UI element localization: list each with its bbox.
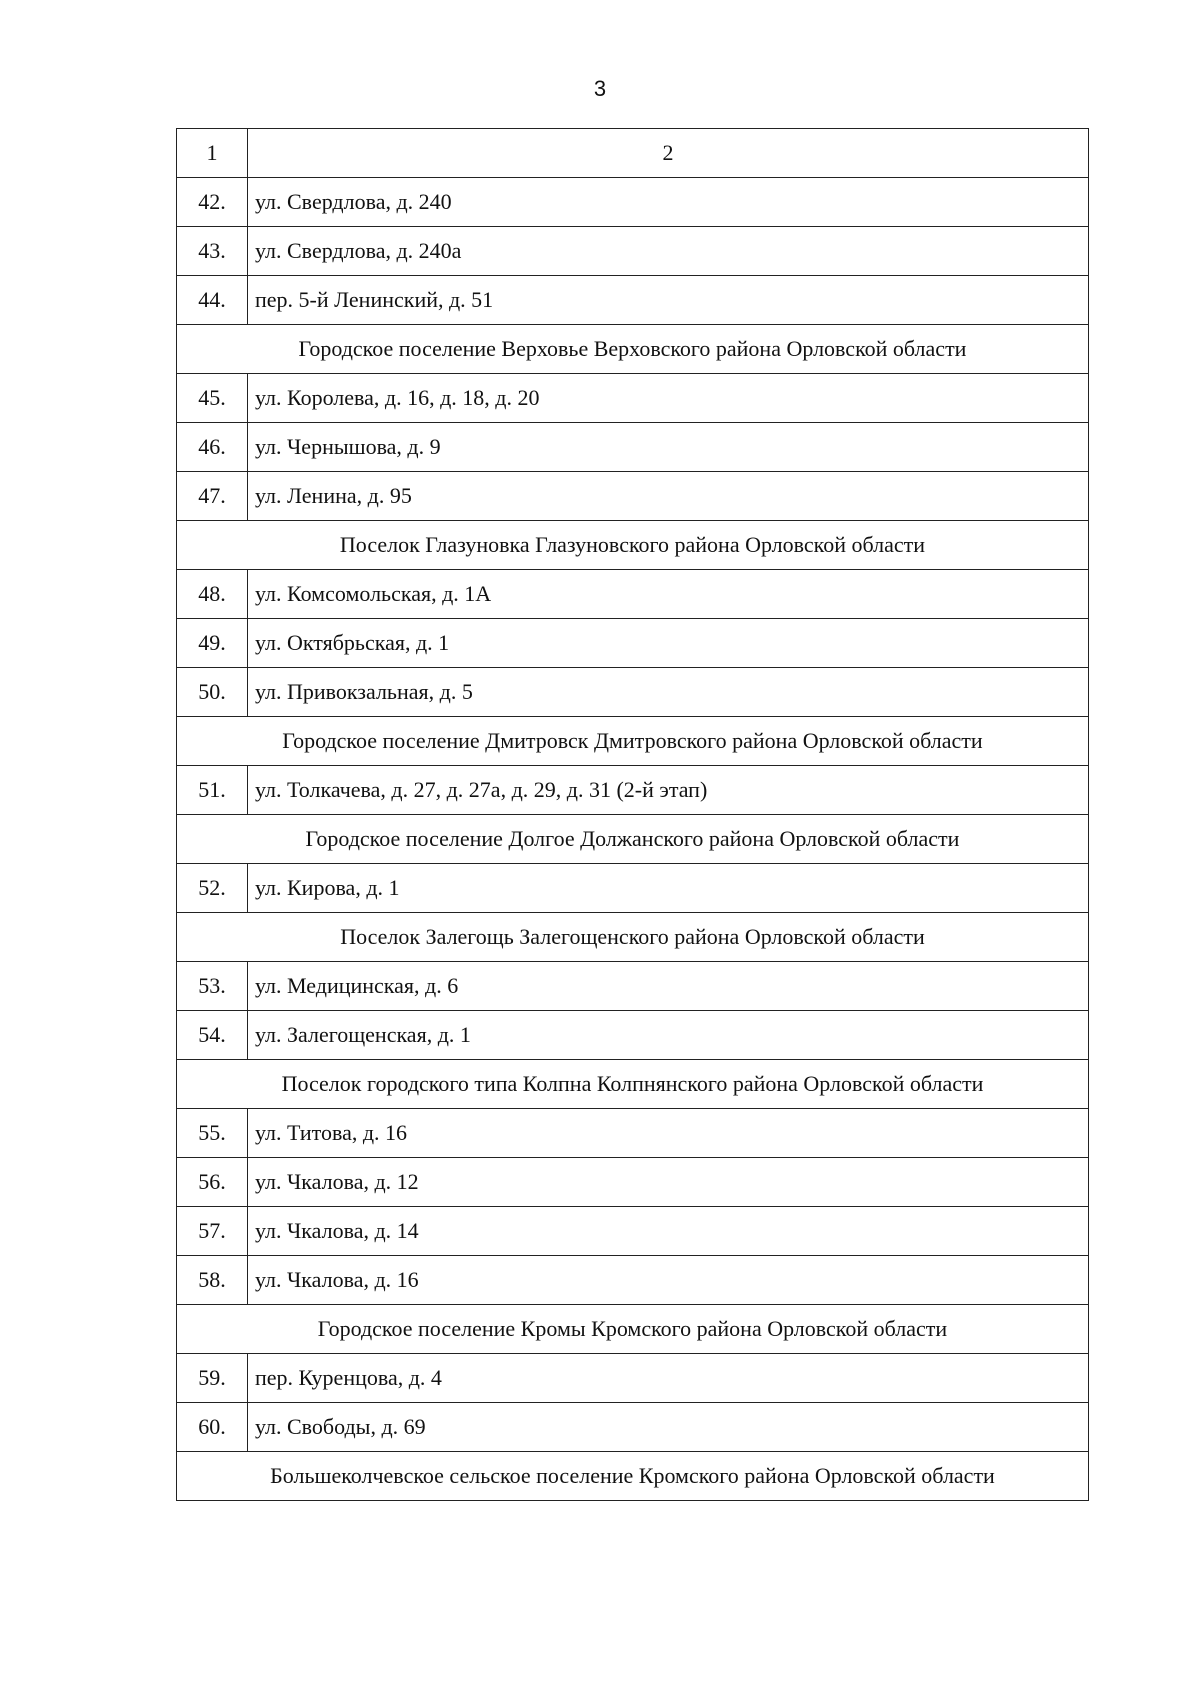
section-title: Поселок Глазуновка Глазуновского района Орловской области <box>177 521 1089 570</box>
section-header-row <box>177 521 1089 570</box>
row-number: 53. <box>177 962 248 1011</box>
row-number: 56. <box>177 1158 248 1207</box>
row-address: ул. Чернышова, д. 9 <box>248 423 1089 472</box>
row-address: ул. Чкалова, д. 16 <box>248 1256 1089 1305</box>
row-number: 48. <box>177 570 248 619</box>
section-title: Поселок Залегощь Залегощенского района Орловской области <box>177 913 1089 962</box>
table-header-row <box>177 129 1089 178</box>
row-address: ул. Октябрьская, д. 1 <box>248 619 1089 668</box>
table-row <box>177 619 1089 668</box>
table-row <box>177 374 1089 423</box>
column-number-header: 1 <box>177 129 248 178</box>
section-header-row <box>177 1305 1089 1354</box>
table-row <box>177 864 1089 913</box>
row-address: ул. Свердлова, д. 240а <box>248 227 1089 276</box>
page-number: 3 <box>593 76 607 101</box>
row-number: 47. <box>177 472 248 521</box>
column-address-header: 2 <box>248 129 1089 178</box>
table-row <box>177 1354 1089 1403</box>
row-number: 52. <box>177 864 248 913</box>
row-address: ул. Титова, д. 16 <box>248 1109 1089 1158</box>
row-number: 50. <box>177 668 248 717</box>
row-number: 57. <box>177 1207 248 1256</box>
row-number: 55. <box>177 1109 248 1158</box>
row-address: ул. Чкалова, д. 12 <box>248 1158 1089 1207</box>
section-header-row <box>177 325 1089 374</box>
section-title: Городское поселение Дмитровск Дмитровского района Орловской области <box>177 717 1089 766</box>
table-row <box>177 1207 1089 1256</box>
row-address: ул. Медицинская, д. 6 <box>248 962 1089 1011</box>
row-address: ул. Залегощенская, д. 1 <box>248 1011 1089 1060</box>
row-address: ул. Толкачева, д. 27, д. 27а, д. 29, д. 31 (2-й этап) <box>248 766 1089 815</box>
row-number: 45. <box>177 374 248 423</box>
table-row <box>177 423 1089 472</box>
table-row <box>177 1403 1089 1452</box>
row-address: ул. Кирова, д. 1 <box>248 864 1089 913</box>
row-number: 60. <box>177 1403 248 1452</box>
table-row <box>177 962 1089 1011</box>
section-header-row <box>177 717 1089 766</box>
table-row <box>177 178 1089 227</box>
table-row <box>177 1011 1089 1060</box>
table-row <box>177 472 1089 521</box>
row-number: 43. <box>177 227 248 276</box>
section-header-row <box>177 1060 1089 1109</box>
row-number: 51. <box>177 766 248 815</box>
row-number: 54. <box>177 1011 248 1060</box>
table-row <box>177 227 1089 276</box>
row-address: ул. Ленина, д. 95 <box>248 472 1089 521</box>
row-number: 46. <box>177 423 248 472</box>
table-row <box>177 668 1089 717</box>
row-address: ул. Свердлова, д. 240 <box>248 178 1089 227</box>
section-header-row <box>177 1452 1089 1501</box>
row-address: ул. Чкалова, д. 14 <box>248 1207 1089 1256</box>
section-title: Большеколчевское сельское поселение Кромского района Орловской области <box>177 1452 1089 1501</box>
table-row <box>177 766 1089 815</box>
section-header-row <box>177 913 1089 962</box>
row-address: ул. Комсомольская, д. 1А <box>248 570 1089 619</box>
table-row <box>177 1256 1089 1305</box>
row-address: ул. Королева, д. 16, д. 18, д. 20 <box>248 374 1089 423</box>
table-row <box>177 276 1089 325</box>
row-address: ул. Привокзальная, д. 5 <box>248 668 1089 717</box>
row-number: 49. <box>177 619 248 668</box>
section-title: Поселок городского типа Колпна Колпнянского района Орловской области <box>177 1060 1089 1109</box>
row-number: 58. <box>177 1256 248 1305</box>
table-row <box>177 1109 1089 1158</box>
row-address: пер. Куренцова, д. 4 <box>248 1354 1089 1403</box>
row-address: пер. 5-й Ленинский, д. 51 <box>248 276 1089 325</box>
address-table <box>176 128 1089 1501</box>
section-title: Городское поселение Кромы Кромского района Орловской области <box>177 1305 1089 1354</box>
section-header-row <box>177 815 1089 864</box>
table-row <box>177 1158 1089 1207</box>
section-title: Городское поселение Долгое Должанского района Орловской области <box>177 815 1089 864</box>
row-number: 44. <box>177 276 248 325</box>
row-number: 59. <box>177 1354 248 1403</box>
table-row <box>177 570 1089 619</box>
row-number: 42. <box>177 178 248 227</box>
address-table-body <box>177 129 1089 1501</box>
row-address: ул. Свободы, д. 69 <box>248 1403 1089 1452</box>
section-title: Городское поселение Верховье Верховского района Орловской области <box>177 325 1089 374</box>
